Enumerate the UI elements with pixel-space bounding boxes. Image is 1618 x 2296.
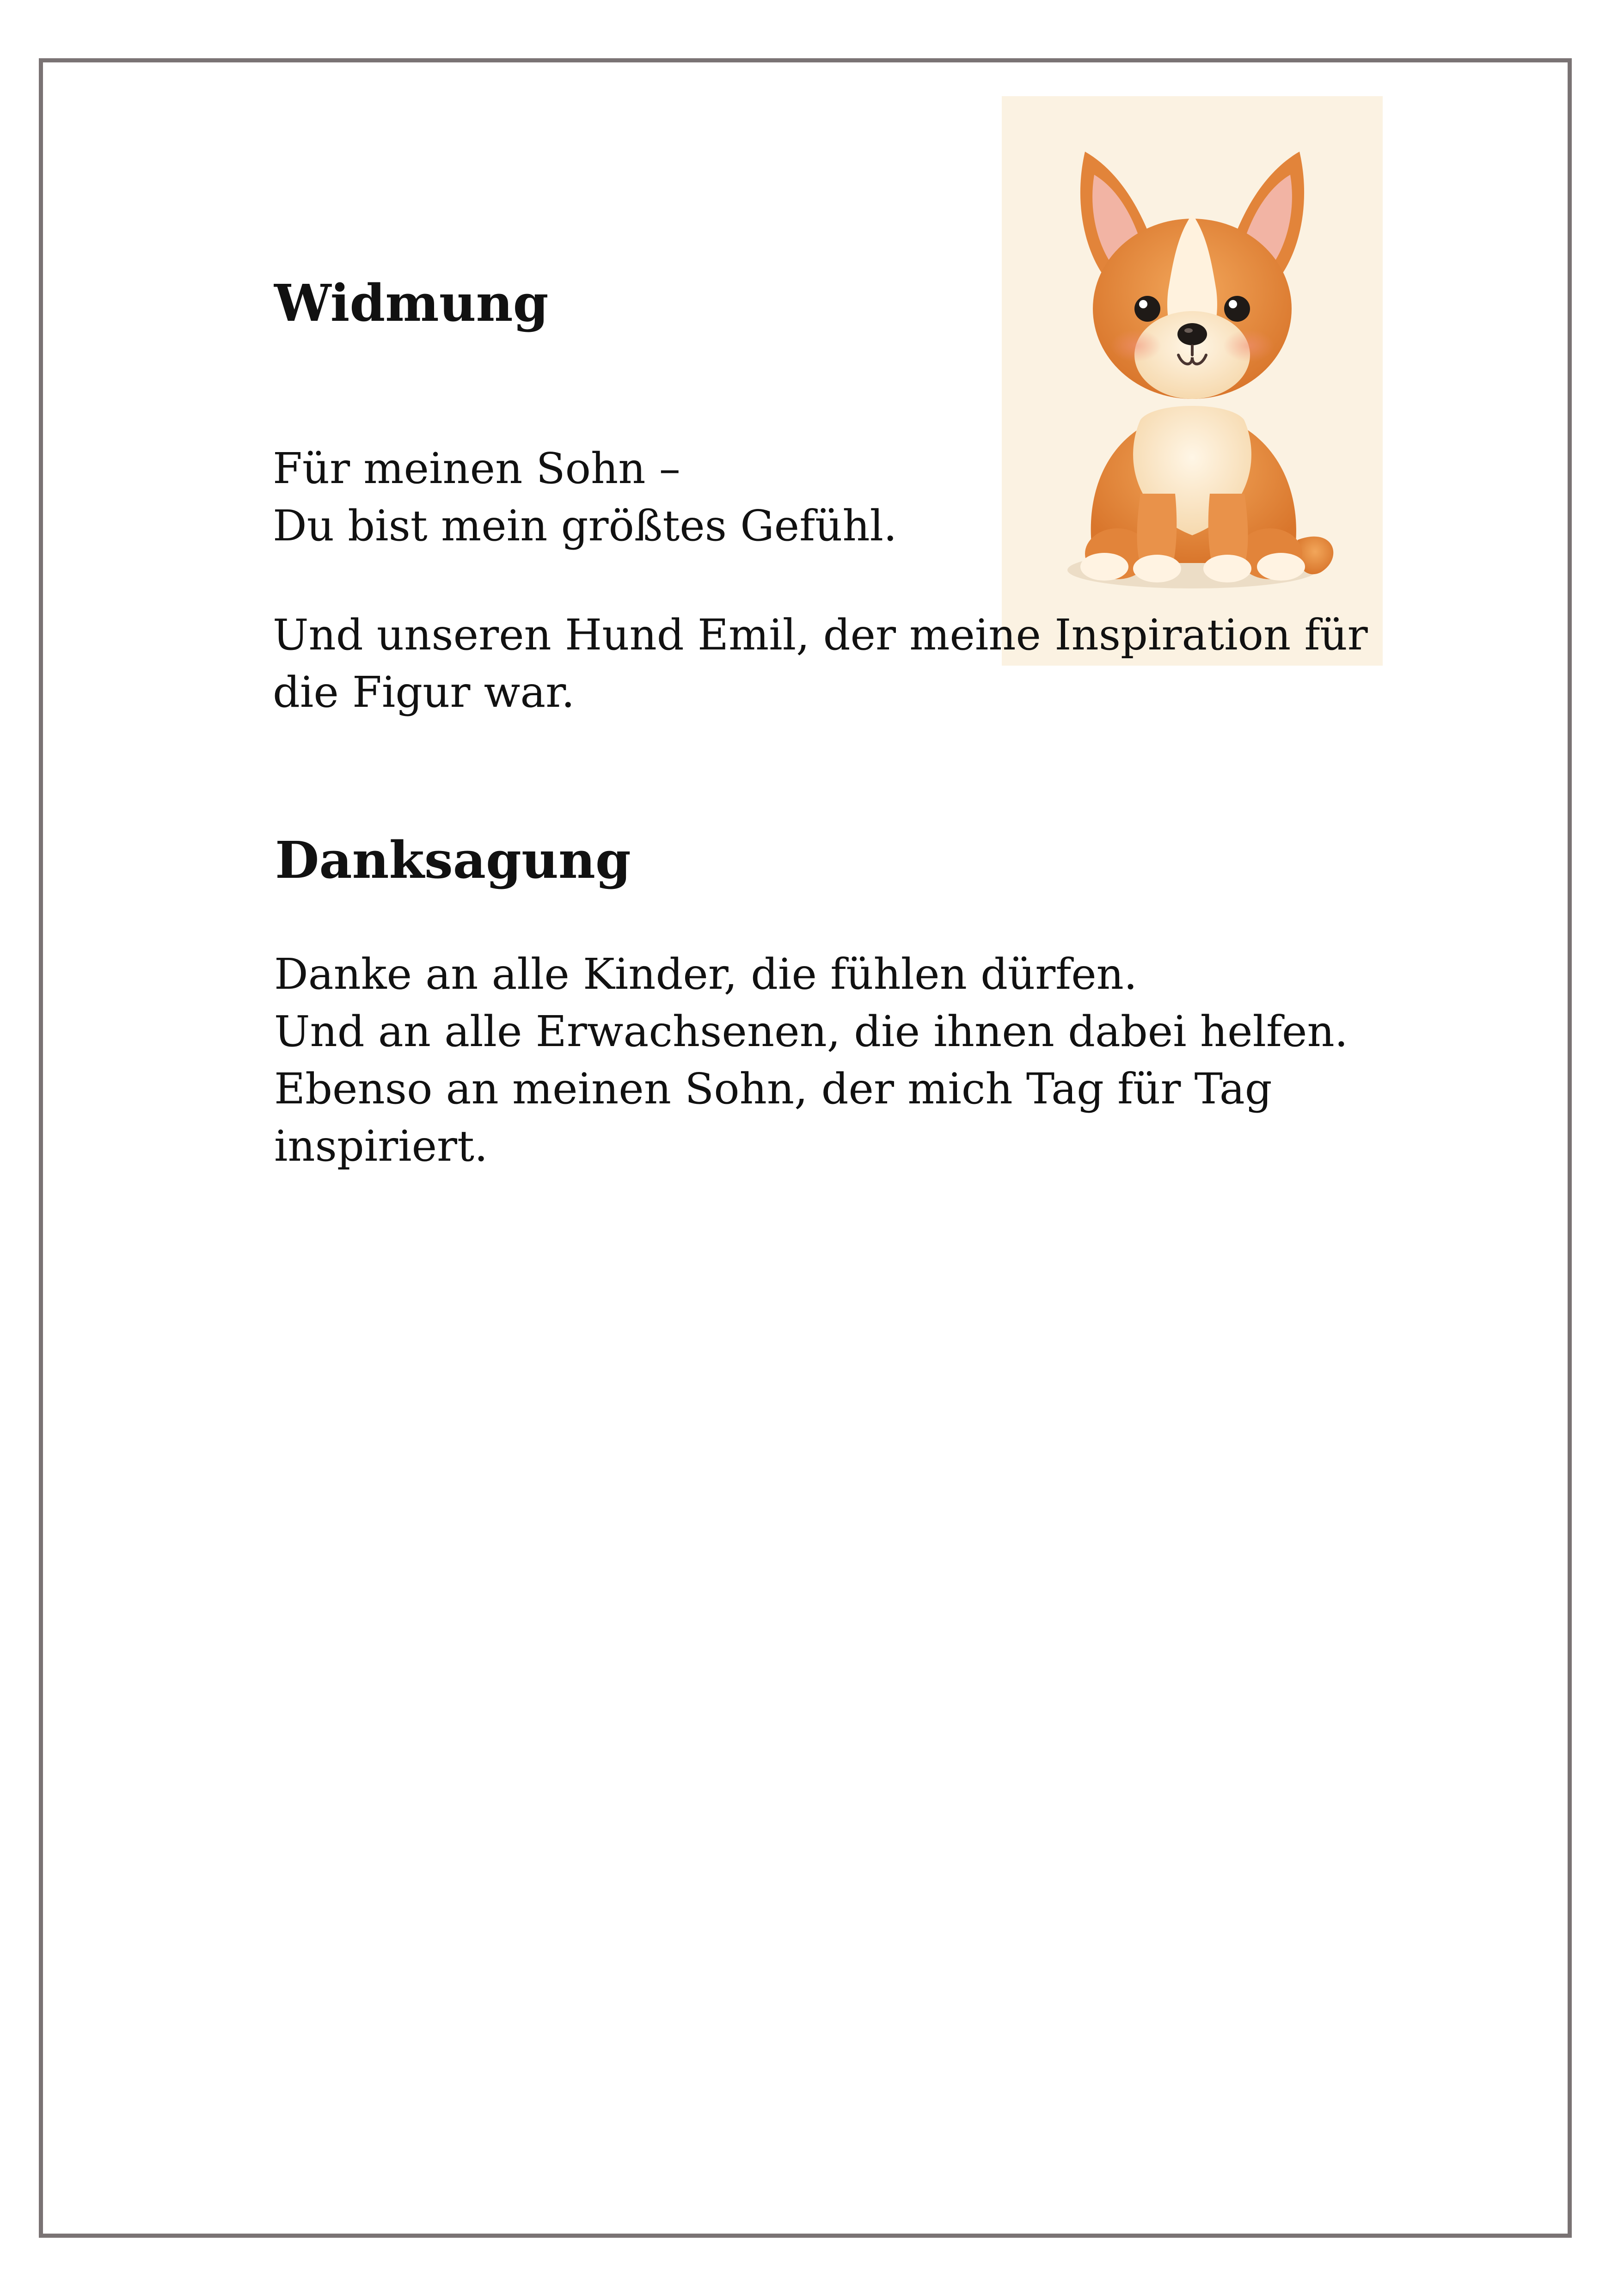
dedication-text [273,440,897,555]
acknowledgements-heading: Danksagung [275,830,631,890]
acknowledgements-line: Und an alle Erwachsenen, die ihnen dabei helfen. [274,1007,1348,1056]
dedication-line: Für meinen Sohn – [273,444,680,493]
puppy-icon [1002,96,1383,666]
acknowledgements-line: Ebenso an meinen Sohn, der mich Tag für Tag [274,1064,1272,1114]
acknowledgements-line: Danke an alle Kinder, die fühlen dürfen. [274,949,1138,999]
dedication-dog-text [273,606,1368,721]
dedication-line: Du bist mein größtes Gefühl. [273,501,897,551]
dedication-dog-line: die Figur war. [273,667,575,717]
dedication-dog-line: Und unseren Hund Emil, der meine Inspiration für [273,610,1368,660]
acknowledgements-text [274,946,1348,1175]
dedication-heading: Widmung [274,273,549,333]
puppy-illustration [1002,96,1383,666]
acknowledgements-line: inspiriert. [274,1121,488,1171]
